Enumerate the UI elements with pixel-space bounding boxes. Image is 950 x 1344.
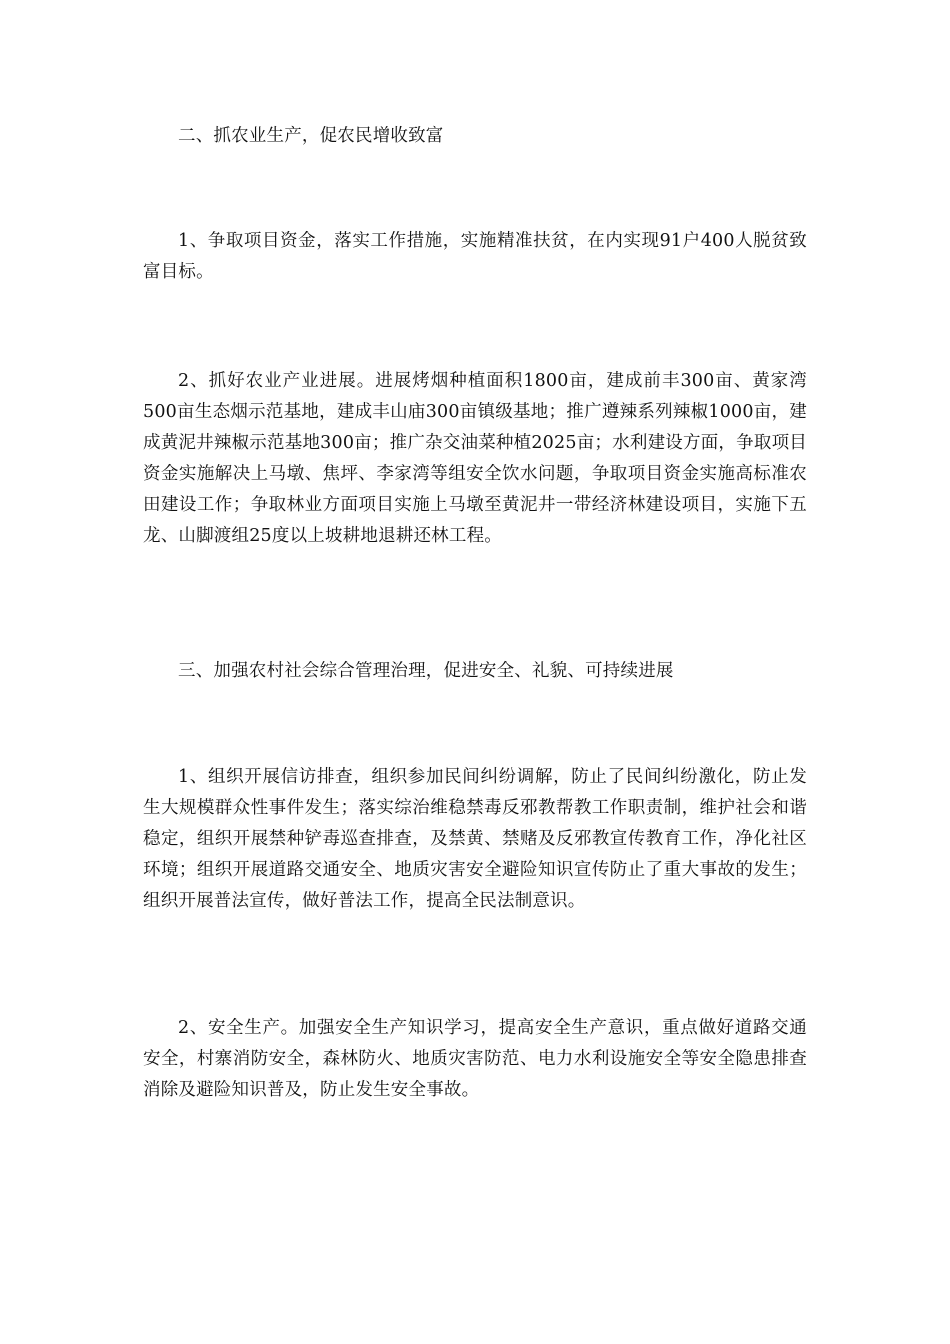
paragraph-2-1: 1、争取项目资金，落实工作措施，实施精准扶贫，在内实现91户400人脱贫致富目标。 bbox=[143, 231, 807, 282]
paragraph-3-2: 2、安全生产。加强安全生产知识学习，提高安全生产意识，重点做好道路交通安全，村寨消防安全，森林防火、地质灾害防范、电力水利设施安全等安全隐患排查消除及避险知识普及，防止发生安全事故。 bbox=[143, 1018, 807, 1100]
paragraph-2-2: 2、抓好农业产业进展。进展烤烟种植面积1800亩，建成前丰300亩、黄家湾500亩生态烟示范基地，建成丰山庙300亩镇级基地；推广遵辣系列辣椒1000亩，建成黄泥井辣椒示范基地300亩；推广杂交油菜种植2025亩；水利建设方面，争取项目资金实施解决上马墩、焦坪、李家湾等组安全饮水问题，争取项目资金实施高标准农田建设工作；争取林业方面项目实施上马墩至黄泥井一带经济林建设项目，实施下五龙、山脚渡组25度以上坡耕地退耕还林工程。 bbox=[143, 371, 807, 546]
paragraph-3-1: 1、组织开展信访排查，组织参加民间纠纷调解，防止了民间纠纷激化，防止发生大规模群众性事件发生；落实综治维稳禁毒反邪教帮教工作职责制，维护社会和谐稳定，组织开展禁种铲毒巡查排查，及禁黄、禁赌及反邪教宣传教育工作，净化社区环境；组织开展道路交通安全、地质灾害安全避险知识宣传防止了重大事故的发生；组织开展普法宣传，做好普法工作，提高全民法制意识。 bbox=[143, 767, 807, 911]
section-heading-2: 二、抓农业生产，促农民增收致富 bbox=[178, 126, 444, 146]
section-heading-3: 三、加强农村社会综合管理治理，促进安全、礼貌、可持续进展 bbox=[178, 661, 674, 681]
